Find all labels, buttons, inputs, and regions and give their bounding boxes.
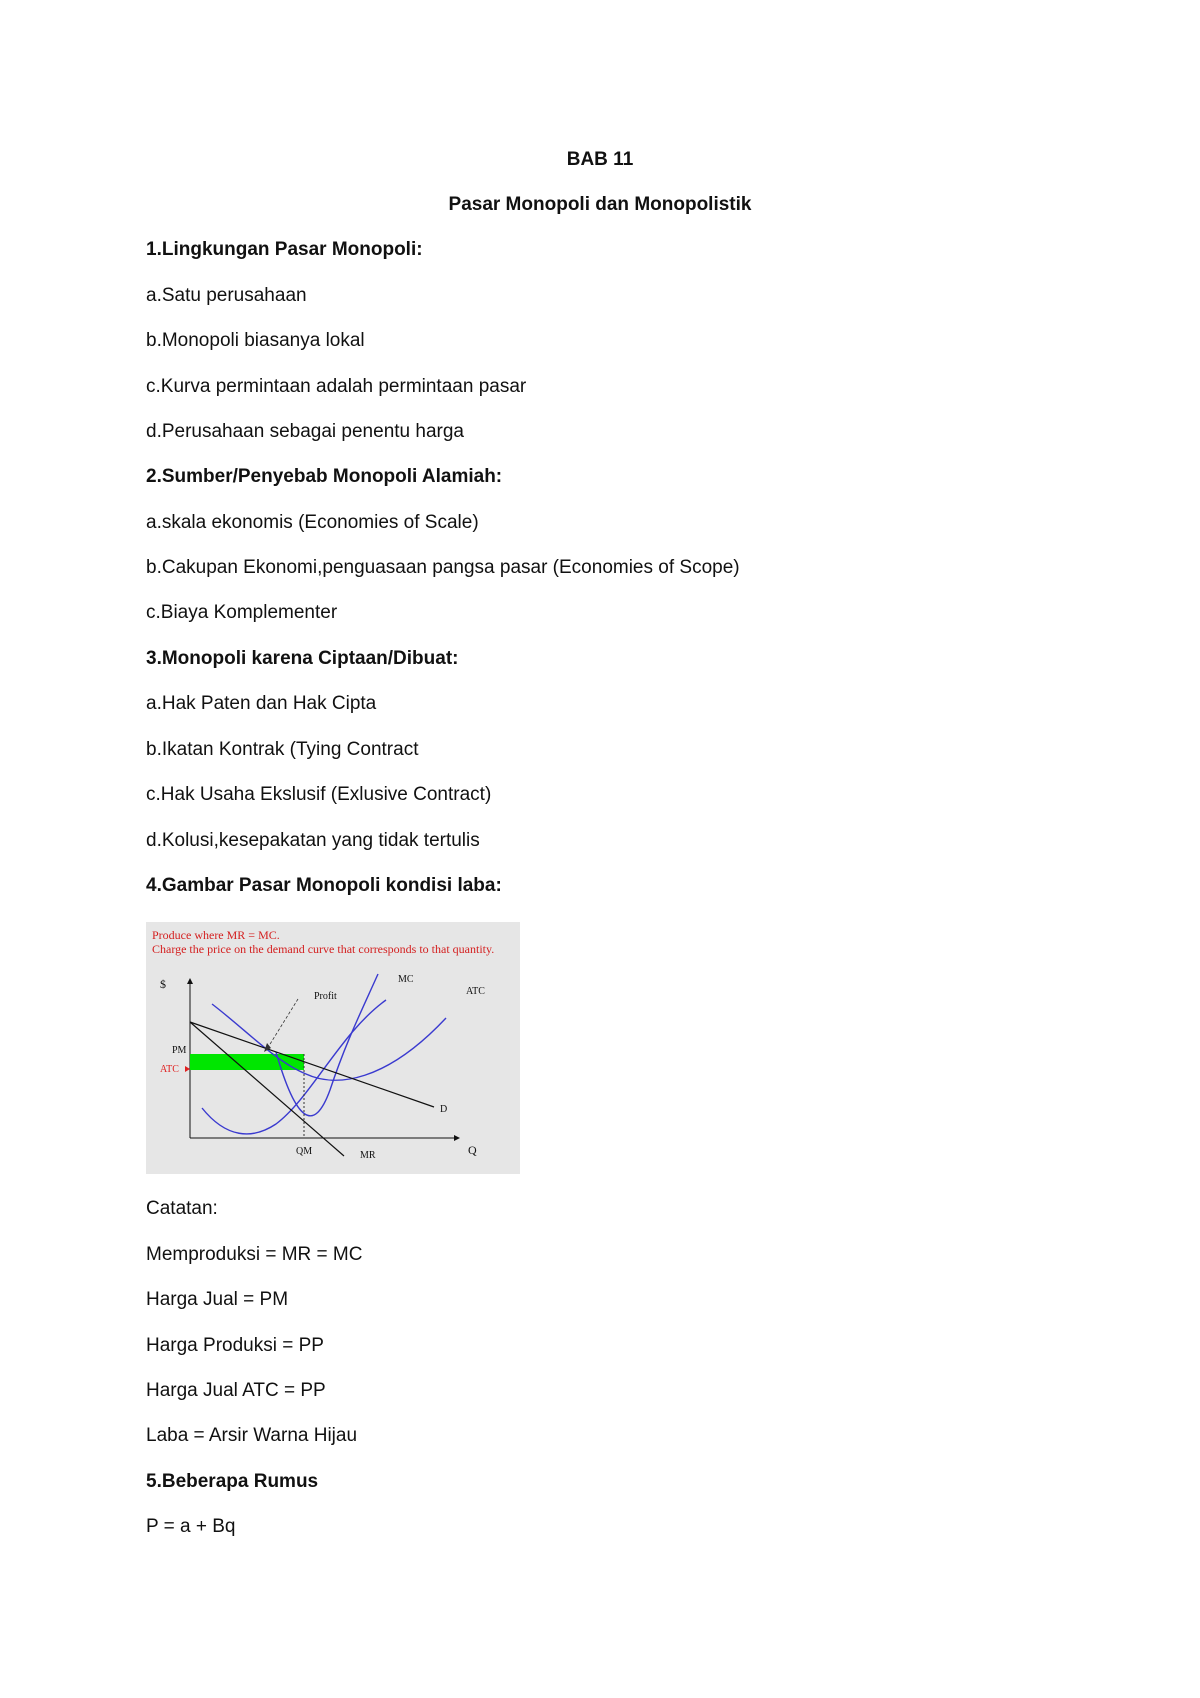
document-title: Pasar Monopoli dan Monopolistik [448, 194, 752, 215]
section-3-item: b.Ikatan Kontrak (Tying Contract [146, 739, 419, 760]
y-axis-label: $ [160, 977, 166, 991]
note-item: Memproduksi = MR = MC [146, 1244, 363, 1265]
section-2-title: 2.Sumber/Penyebab Monopoli Alamiah: [146, 466, 503, 487]
atc-curve-label: ATC [466, 986, 485, 997]
section-2-item: a.skala ekonomis (Economies of Scale) [146, 512, 479, 533]
demand-label: D [440, 1104, 448, 1115]
section-3-item: d.Kolusi,kesepakatan yang tidak tertulis [146, 830, 480, 851]
note-item: Harga Jual ATC = PP [146, 1380, 326, 1401]
diagram-background [146, 922, 520, 1174]
chapter-heading: BAB 11 [566, 149, 634, 170]
monopoly-profit-diagram [146, 922, 520, 1174]
notes-title: Catatan: [146, 1198, 218, 1219]
section-1-item: a.Satu perusahaan [146, 285, 307, 306]
section-1-item: c.Kurva permintaan adalah permintaan pasar [146, 376, 527, 397]
x-axis-label: Q [468, 1143, 477, 1157]
profit-area [190, 1054, 304, 1070]
section-3-item: c.Hak Usaha Ekslusif (Exlusive Contract) [146, 784, 492, 805]
section-3-title: 3.Monopoli karena Ciptaan/Dibuat: [146, 648, 459, 669]
note-item: Harga Produksi = PP [146, 1335, 324, 1356]
section-2-item: c.Biaya Komplementer [146, 602, 338, 623]
section-1-item: b.Monopoli biasanya lokal [146, 330, 365, 351]
quantity-label: QM [296, 1146, 313, 1157]
section-3-item: a.Hak Paten dan Hak Cipta [146, 693, 377, 714]
section-1-item: d.Perusahaan sebagai penentu harga [146, 421, 464, 442]
section-1-title: 1.Lingkungan Pasar Monopoli: [146, 239, 423, 260]
note-item: Laba = Arsir Warna Hijau [146, 1425, 358, 1446]
mc-label: MC [398, 974, 414, 985]
mr-label: MR [360, 1150, 376, 1161]
formula-item: P = a + Bq [146, 1516, 236, 1537]
section-2-item: b.Cakupan Ekonomi,penguasaan pangsa pasar (Economies of Scope) [146, 557, 740, 578]
note-item: Harga Jual = PM [146, 1289, 289, 1310]
diagram-caption-line-1: Produce where MR = MC. [152, 928, 280, 942]
section-4-title: 4.Gambar Pasar Monopoli kondisi laba: [146, 875, 502, 896]
section-5-title: 5.Beberapa Rumus [146, 1471, 319, 1492]
price-label: PM [172, 1045, 187, 1056]
diagram-caption-line-2: Charge the price on the demand curve that corresponds to that quantity. [152, 942, 495, 956]
atc-axis-label: ATC [160, 1064, 179, 1075]
profit-label: Profit [314, 991, 337, 1002]
monopoly-diagram-svg [146, 922, 520, 1174]
